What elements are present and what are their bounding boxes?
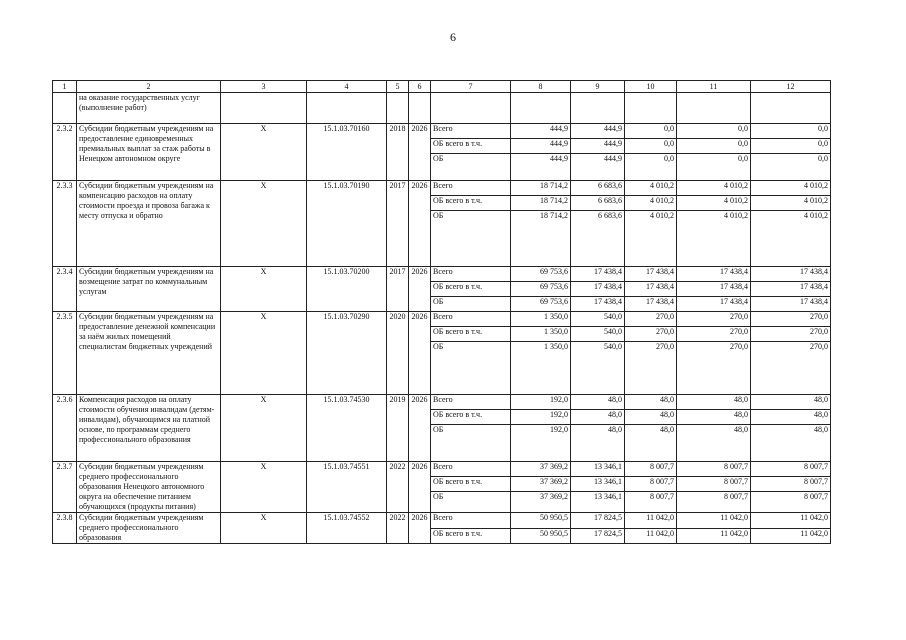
value-cell: 48,0 [751, 410, 831, 425]
row-col3: Х [221, 312, 307, 395]
row-number: 2.3.8 [53, 513, 77, 544]
value-cell: 6 683,6 [571, 196, 625, 211]
row-end-year: 2026 [409, 395, 431, 462]
value-cell: 17 824,5 [571, 513, 625, 529]
row-end-year: 2026 [409, 124, 431, 181]
value-cell: 17 438,4 [677, 267, 751, 282]
row-code: 15.1.03.70160 [307, 124, 387, 181]
row-name: Субсидии бюджетным учреждениям на предоставление единовременных премиальных выплат за стаж работы в Ненецком автономном округе [77, 124, 221, 181]
header-cell: 5 [387, 81, 409, 93]
value-cell: 50 950,5 [511, 528, 571, 544]
value-cell: 17 438,4 [751, 297, 831, 312]
row-number: 2.3.5 [53, 312, 77, 395]
value-cell: 0,0 [625, 124, 677, 139]
value-cell: 18 714,2 [511, 196, 571, 211]
continuation-row [53, 93, 831, 124]
table-row [53, 124, 831, 139]
value-cell: 48,0 [677, 395, 751, 410]
value-cell: 444,9 [511, 154, 571, 181]
table-row [53, 312, 831, 327]
empty-cell [571, 93, 625, 124]
value-cell: 13 346,1 [571, 477, 625, 492]
value-cell: 17 438,4 [751, 267, 831, 282]
empty-cell [409, 93, 431, 124]
row-name: Субсидии бюджетным учреждениям среднего профессионального образования [77, 513, 221, 544]
row-end-year: 2026 [409, 312, 431, 395]
source-label: Всего [431, 312, 511, 327]
empty-cell [677, 93, 751, 124]
value-cell: 444,9 [511, 139, 571, 154]
value-cell: 444,9 [571, 154, 625, 181]
empty-cell [307, 93, 387, 124]
row-col3: Х [221, 462, 307, 513]
header-cell: 6 [409, 81, 431, 93]
header-cell: 7 [431, 81, 511, 93]
row-col3: Х [221, 267, 307, 312]
source-label: ОБ всего в т.ч. [431, 327, 511, 342]
value-cell: 444,9 [571, 139, 625, 154]
value-cell: 6 683,6 [571, 211, 625, 267]
source-label: Всего [431, 181, 511, 196]
value-cell: 444,9 [511, 124, 571, 139]
table-row [53, 267, 831, 282]
value-cell: 0,0 [677, 154, 751, 181]
row-end-year: 2026 [409, 267, 431, 312]
empty-cell [221, 93, 307, 124]
empty-cell [431, 93, 511, 124]
value-cell: 11 042,0 [751, 513, 831, 529]
row-start-year: 2020 [387, 312, 409, 395]
row-number: 2.3.6 [53, 395, 77, 462]
value-cell: 8 007,7 [677, 477, 751, 492]
value-cell: 270,0 [625, 312, 677, 327]
page-number: 6 [450, 30, 456, 44]
value-cell: 11 042,0 [625, 528, 677, 544]
row-number [53, 93, 77, 124]
row-name: Субсидии бюджетным учреждениям среднего профессионального образования Ненецкого автономного округа на обеспечение питанием обучающихся (продукты питания) [77, 462, 221, 513]
row-col3: Х [221, 124, 307, 181]
value-cell: 17 438,4 [751, 282, 831, 297]
value-cell: 17 438,4 [571, 297, 625, 312]
value-cell: 6 683,6 [571, 181, 625, 196]
row-number: 2.3.2 [53, 124, 77, 181]
source-label: Всего [431, 124, 511, 139]
value-cell: 50 950,5 [511, 513, 571, 529]
source-label: ОБ [431, 154, 511, 181]
source-label: ОБ [431, 425, 511, 462]
value-cell: 18 714,2 [511, 181, 571, 196]
value-cell: 8 007,7 [625, 477, 677, 492]
value-cell: 17 438,4 [677, 297, 751, 312]
value-cell: 1 350,0 [511, 342, 571, 395]
value-cell: 4 010,2 [751, 211, 831, 267]
row-start-year: 2019 [387, 395, 409, 462]
empty-cell [387, 93, 409, 124]
row-number: 2.3.7 [53, 462, 77, 513]
value-cell: 270,0 [625, 342, 677, 395]
row-name: Компенсация расходов на оплату стоимости обучения инвалидам (детям-инвалидам), обучающимся на платной основе, по программам среднего профессионального образования [77, 395, 221, 462]
value-cell: 17 438,4 [625, 297, 677, 312]
value-cell: 8 007,7 [751, 492, 831, 513]
row-code: 15.1.03.74551 [307, 462, 387, 513]
row-col3: Х [221, 181, 307, 267]
value-cell: 4 010,2 [677, 196, 751, 211]
row-start-year: 2022 [387, 513, 409, 544]
table-row [53, 395, 831, 410]
source-label: Всего [431, 267, 511, 282]
value-cell: 4 010,2 [677, 181, 751, 196]
row-name: на оказание государственных услуг (выполнение работ) [77, 93, 221, 124]
row-code: 15.1.03.74552 [307, 513, 387, 544]
value-cell: 48,0 [625, 425, 677, 462]
value-cell: 444,9 [571, 124, 625, 139]
source-label: ОБ [431, 211, 511, 267]
table-body [53, 81, 831, 544]
header-cell: 10 [625, 81, 677, 93]
value-cell: 0,0 [677, 124, 751, 139]
row-code: 15.1.03.70200 [307, 267, 387, 312]
source-label: ОБ всего в т.ч. [431, 528, 511, 544]
value-cell: 270,0 [751, 342, 831, 395]
row-end-year: 2026 [409, 462, 431, 513]
value-cell: 13 346,1 [571, 492, 625, 513]
empty-cell [625, 93, 677, 124]
source-label: ОБ [431, 492, 511, 513]
header-cell: 11 [677, 81, 751, 93]
table-row [53, 513, 831, 529]
value-cell: 192,0 [511, 395, 571, 410]
value-cell: 4 010,2 [625, 196, 677, 211]
row-code: 15.1.03.70290 [307, 312, 387, 395]
header-cell: 9 [571, 81, 625, 93]
value-cell: 0,0 [751, 154, 831, 181]
value-cell: 48,0 [571, 410, 625, 425]
header-row [53, 81, 831, 93]
value-cell: 11 042,0 [751, 528, 831, 544]
value-cell: 192,0 [511, 410, 571, 425]
source-label: ОБ всего в т.ч. [431, 139, 511, 154]
value-cell: 48,0 [571, 395, 625, 410]
value-cell: 8 007,7 [625, 492, 677, 513]
value-cell: 270,0 [677, 327, 751, 342]
value-cell: 540,0 [571, 312, 625, 327]
value-cell: 11 042,0 [625, 513, 677, 529]
row-start-year: 2017 [387, 181, 409, 267]
header-cell: 3 [221, 81, 307, 93]
value-cell: 69 753,6 [511, 282, 571, 297]
row-name: Субсидии бюджетным учреждениям на компенсацию расходов на оплату стоимости проезда и провоза багажа к месту отпуска и обратно [77, 181, 221, 267]
value-cell: 8 007,7 [677, 492, 751, 513]
value-cell: 69 753,6 [511, 267, 571, 282]
source-label: ОБ всего в т.ч. [431, 477, 511, 492]
source-label: ОБ всего в т.ч. [431, 196, 511, 211]
value-cell: 48,0 [625, 410, 677, 425]
header-cell: 12 [751, 81, 831, 93]
row-code: 15.1.03.74530 [307, 395, 387, 462]
value-cell: 17 438,4 [571, 267, 625, 282]
value-cell: 48,0 [625, 395, 677, 410]
value-cell: 11 042,0 [677, 513, 751, 529]
budget-table [52, 80, 831, 544]
value-cell: 540,0 [571, 342, 625, 395]
value-cell: 270,0 [751, 312, 831, 327]
value-cell: 17 438,4 [625, 267, 677, 282]
value-cell: 11 042,0 [677, 528, 751, 544]
header-cell: 1 [53, 81, 77, 93]
value-cell: 18 714,2 [511, 211, 571, 267]
value-cell: 4 010,2 [625, 181, 677, 196]
row-start-year: 2017 [387, 267, 409, 312]
source-label: Всего [431, 462, 511, 477]
value-cell: 69 753,6 [511, 297, 571, 312]
value-cell: 17 824,5 [571, 528, 625, 544]
empty-cell [511, 93, 571, 124]
value-cell: 13 346,1 [571, 462, 625, 477]
value-cell: 270,0 [677, 342, 751, 395]
source-label: ОБ всего в т.ч. [431, 410, 511, 425]
row-end-year: 2026 [409, 181, 431, 267]
value-cell: 37 369,2 [511, 477, 571, 492]
value-cell: 540,0 [571, 327, 625, 342]
row-col3: Х [221, 395, 307, 462]
row-end-year: 2026 [409, 513, 431, 544]
row-number: 2.3.4 [53, 267, 77, 312]
value-cell: 17 438,4 [677, 282, 751, 297]
row-code: 15.1.03.70190 [307, 181, 387, 267]
value-cell: 17 438,4 [625, 282, 677, 297]
value-cell: 17 438,4 [571, 282, 625, 297]
empty-cell [751, 93, 831, 124]
value-cell: 48,0 [571, 425, 625, 462]
source-label: ОБ [431, 297, 511, 312]
source-label: Всего [431, 513, 511, 529]
header-cell: 2 [77, 81, 221, 93]
value-cell: 0,0 [751, 139, 831, 154]
value-cell: 48,0 [751, 395, 831, 410]
value-cell: 4 010,2 [751, 181, 831, 196]
value-cell: 37 369,2 [511, 492, 571, 513]
value-cell: 192,0 [511, 425, 571, 462]
source-label: ОБ [431, 342, 511, 395]
value-cell: 48,0 [677, 425, 751, 462]
value-cell: 1 350,0 [511, 327, 571, 342]
value-cell: 8 007,7 [677, 462, 751, 477]
value-cell: 48,0 [751, 425, 831, 462]
row-start-year: 2022 [387, 462, 409, 513]
value-cell: 4 010,2 [677, 211, 751, 267]
source-label: Всего [431, 395, 511, 410]
row-name: Субсидии бюджетным учреждениям на предоставление денежной компенсации за наём жилых помещений специалистам бюджетных учреждений [77, 312, 221, 395]
row-start-year: 2018 [387, 124, 409, 181]
value-cell: 48,0 [677, 410, 751, 425]
value-cell: 0,0 [677, 139, 751, 154]
value-cell: 37 369,2 [511, 462, 571, 477]
value-cell: 0,0 [625, 154, 677, 181]
value-cell: 8 007,7 [751, 462, 831, 477]
value-cell: 4 010,2 [625, 211, 677, 267]
value-cell: 8 007,7 [751, 477, 831, 492]
value-cell: 270,0 [625, 327, 677, 342]
table-row [53, 462, 831, 477]
value-cell: 270,0 [677, 312, 751, 327]
source-label: ОБ всего в т.ч. [431, 282, 511, 297]
row-col3: Х [221, 513, 307, 544]
row-name: Субсидии бюджетным учреждениям на возмещение затрат по коммунальным услугам [77, 267, 221, 312]
value-cell: 270,0 [751, 327, 831, 342]
value-cell: 0,0 [625, 139, 677, 154]
value-cell: 1 350,0 [511, 312, 571, 327]
header-cell: 8 [511, 81, 571, 93]
row-number: 2.3.3 [53, 181, 77, 267]
value-cell: 8 007,7 [625, 462, 677, 477]
header-cell: 4 [307, 81, 387, 93]
table-row [53, 181, 831, 196]
value-cell: 0,0 [751, 124, 831, 139]
value-cell: 4 010,2 [751, 196, 831, 211]
